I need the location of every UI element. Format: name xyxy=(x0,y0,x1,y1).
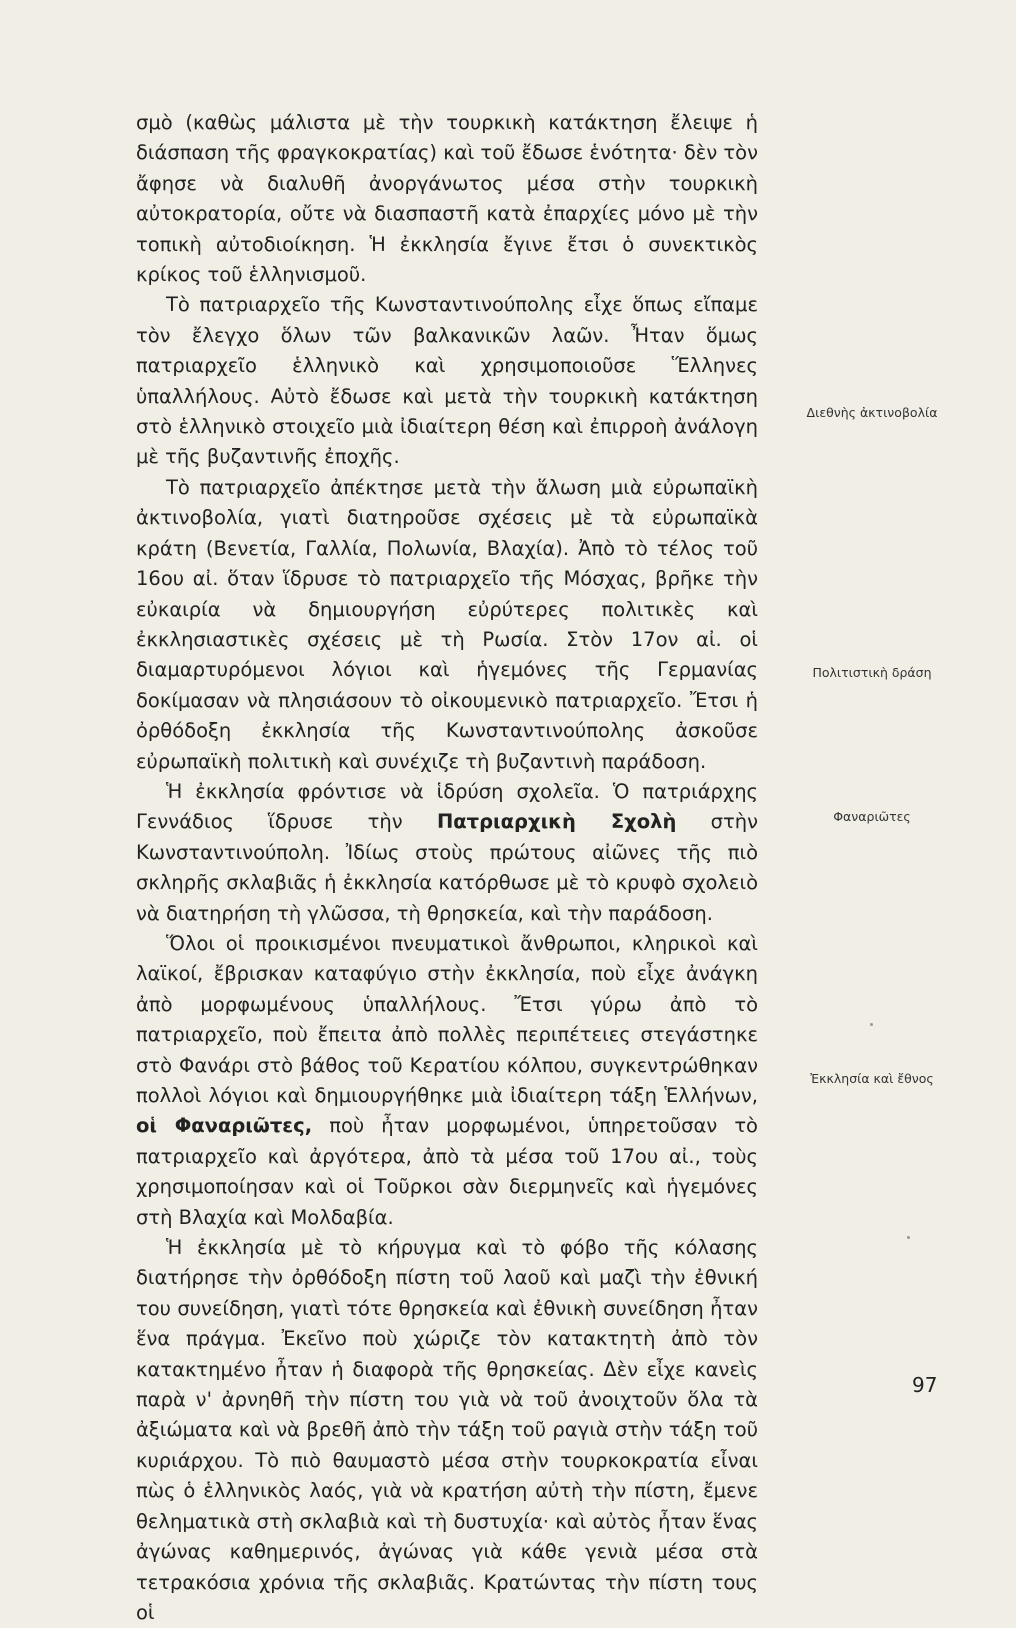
paragraph-6: Ἡ ἐκκλησία μὲ τὸ κήρυγμα καὶ τὸ φόβο τῆς κόλασης διατήρησε τὴν ὀρθόδοξη πίστη τοῦ λαοῦ καὶ μαζὶ τὴν ἐθνική του συνείδηση, γιατὶ τότε θρησκεία καὶ ἐθνικὴ συνείδηση ἦταν ἕνα πράγμα. Ἐκεῖνο ποὺ χώριζε τὸν κατακτητὴ ἀπὸ τὸν κατακτημένο ἦταν ἡ διαφορὰ τῆς θρησκείας. Δὲν εἶχε κανεὶς παρὰ ν' ἀρνηθῆ τὴν πίστη του γιὰ νὰ τοῦ ἀνοιχτοῦν ὅλα τὰ ἀξιώματα καὶ νὰ βρεθῆ ἀπὸ τὴν τάξη τοῦ ραγιὰ στὴν τάξη τοῦ κυριάρχου. Τὸ πιὸ θαυμαστὸ μέσα στὴν τουρκοκρατία εἶναι πὼς ὁ ἑλληνικὸς λαός, γιὰ νὰ κρατήση αὐτὴ τὴν πίστη, ἔμενε θεληματικὰ στὴ σκλαβιὰ καὶ τὴ δυστυχία· καὶ αὐτὸς ἦταν ἕνας ἀγώνας καθημερινός, ἀγώνας γιὰ κάθε γενιὰ μέσα στὰ τετρακόσια χρόνια τῆς σκλαβιᾶς. Κρατώντας τὴν πίστη τους οἱ xyxy=(136,1236,758,1624)
margin-note-international-radiance: Διεθνὴς ἀκτινοβολία xyxy=(806,405,938,420)
bold-term-patriarchal-school: Πατριαρχικὴ Σχολὴ xyxy=(436,810,677,834)
paragraph-3: Τὸ πατριαρχεῖο ἀπέκτησε μετὰ τὴν ἅλωση μιὰ εὐρωπαϊκὴ ἀκτινοβολία, γιατὶ διατηροῦσε σχέσεις μὲ τὰ εὐρωπαϊκὰ κράτη (Βενετία, Γαλλία, Πολωνία, Βλαχία). Ἀπὸ τὸ τέλος τοῦ 16ου αἰ. ὅταν ἵδρυσε τὸ πατριαρχεῖο τῆς Μόσχας, βρῆκε τὴν εὐκαιρία νὰ δημιουργήση εὐρύτερες πολιτικὲς καὶ ἐκκλησιαστικὲς σχέσεις μὲ τὴ Ρωσία. Στὸν 17ον αἰ. οἱ διαμαρτυρόμενοι λόγιοι καὶ ἡγεμόνες τῆς Γερμανίας δοκίμασαν νὰ πλησιάσουν τὸ οἰκουμενικὸ πατριαρχεῖο. Ἔτσι ἡ ὀρθόδοξη ἐκκλησία τῆς Κωνσταντινούπολης ἀσκοῦσε εὐρωπαϊκὴ πολιτικὴ καὶ συνέχιζε τὴ βυζαντινὴ παράδοση. xyxy=(136,475,758,773)
margin-note-church-and-nation: Ἐκκλησία καὶ ἔθνος xyxy=(810,1071,934,1086)
bold-term-phanariotes: οἱ Φαναριῶτες, xyxy=(136,1114,313,1138)
paragraph-5: Ὅλοι οἱ προικισμένοι πνευματικοὶ ἄνθρωποι, κληρικοὶ καὶ λαϊκοί, ἔβρισκαν καταφύγιο στὴν ἐκκλησία, ποὺ εἶχε ἀνάγκη ἀπὸ μορφωμένους ὑπαλλήλους. Ἔτσι γύρω ἀπὸ τὸ πατριαρχεῖο, ποὺ ἔπειτα ἀπὸ πολλὲς περιπέτειες στεγάστηκε στὸ Φανάρι στὸ βάθος τοῦ Κερατίου κόλπου, συγκεντρώθηκαν πολλοὶ λόγιοι καὶ δημιουργήθηκε μιὰ ἰδιαίτερη τάξη Ἑλλήνων, οἱ Φαναριῶτες, ποὺ ἦταν μορφωμένοι, ὑπηρετοῦσαν τὸ πατριαρχεῖο καὶ ἀργότερα, ἀπὸ τὰ μέσα τοῦ 17ου αἰ., τοὺς χρησιμοποίησαν καὶ οἱ Τοῦρκοι σὰν διερμηνεῖς καὶ ἡγεμόνες στὴ Βλαχία καὶ Μολδαβία. xyxy=(136,931,758,1229)
paragraph-4: Ἡ ἐκκλησία φρόντισε νὰ ἱδρύση σχολεῖα. Ὁ πατριάρχης Γεννάδιος ἵδρυσε τὴν Πατριαρχικὴ Σχολὴ στὴν Κωνσταντινούπολη. Ἰδίως στοὺς πρώτους αἰῶνες τῆς πιὸ σκληρῆς σκλαβιᾶς ἡ ἐκκλησία κατόρθωσε μὲ τὸ κρυφὸ σχολειὸ νὰ διατηρήση τὴ γλῶσσα, τὴ θρησκεία, καὶ τὴν παράδοση. xyxy=(136,779,758,925)
page-number: 97 xyxy=(912,1373,938,1397)
paragraph-1: σμὸ (καθὼς μάλιστα μὲ τὴν τουρκικὴ κατάκτηση ἔλειψε ἡ διάσπαση τῆς φραγκοκρατίας) καὶ τοῦ ἔδωσε ἑνότητα· δὲν τὸν ἄφησε νὰ διαλυθῆ ἀνοργάνωτος μέσα στὴν τουρκικὴ αὐτοκρατορία, οὔτε νὰ διασπαστῆ κατὰ ἐπαρχίες μόνο μὲ τὴν τοπικὴ αὐτοδιοίκηση. Ἡ ἐκκλησία ἔγινε ἔτσι ὁ συνεκτικὸς κρίκος τοῦ ἑλληνισμοῦ. xyxy=(136,111,758,287)
paper-speck xyxy=(907,1236,910,1239)
margin-note-cultural-activity: Πολιτιστικὴ δράση xyxy=(812,665,932,680)
paragraph-2: Τὸ πατριαρχεῖο τῆς Κωνσταντινούπολης εἶχε ὅπως εἴπαμε τὸν ἔλεγχο ὅλων τῶν βαλκανικῶν λαῶν. Ἦταν ὅμως πατριαρχεῖο ἑλληνικὸ καὶ χρησιμοποιοῦσε Ἕλληνες ὑπαλλήλους. Αὐτὸ ἔδωσε καὶ μετὰ τὴν τουρκικὴ κατάκτηση στὸ ἑλληνικὸ στοιχεῖο μιὰ ἰδιαίτερη θέση καὶ ἐπιρροὴ ἀνάλογη μὲ τῆς βυζαντινῆς ἐποχῆς. xyxy=(136,293,758,469)
margin-note-phanariotes: Φαναριῶτες xyxy=(833,809,911,824)
main-text xyxy=(136,108,758,1628)
paper-speck xyxy=(870,1023,873,1026)
